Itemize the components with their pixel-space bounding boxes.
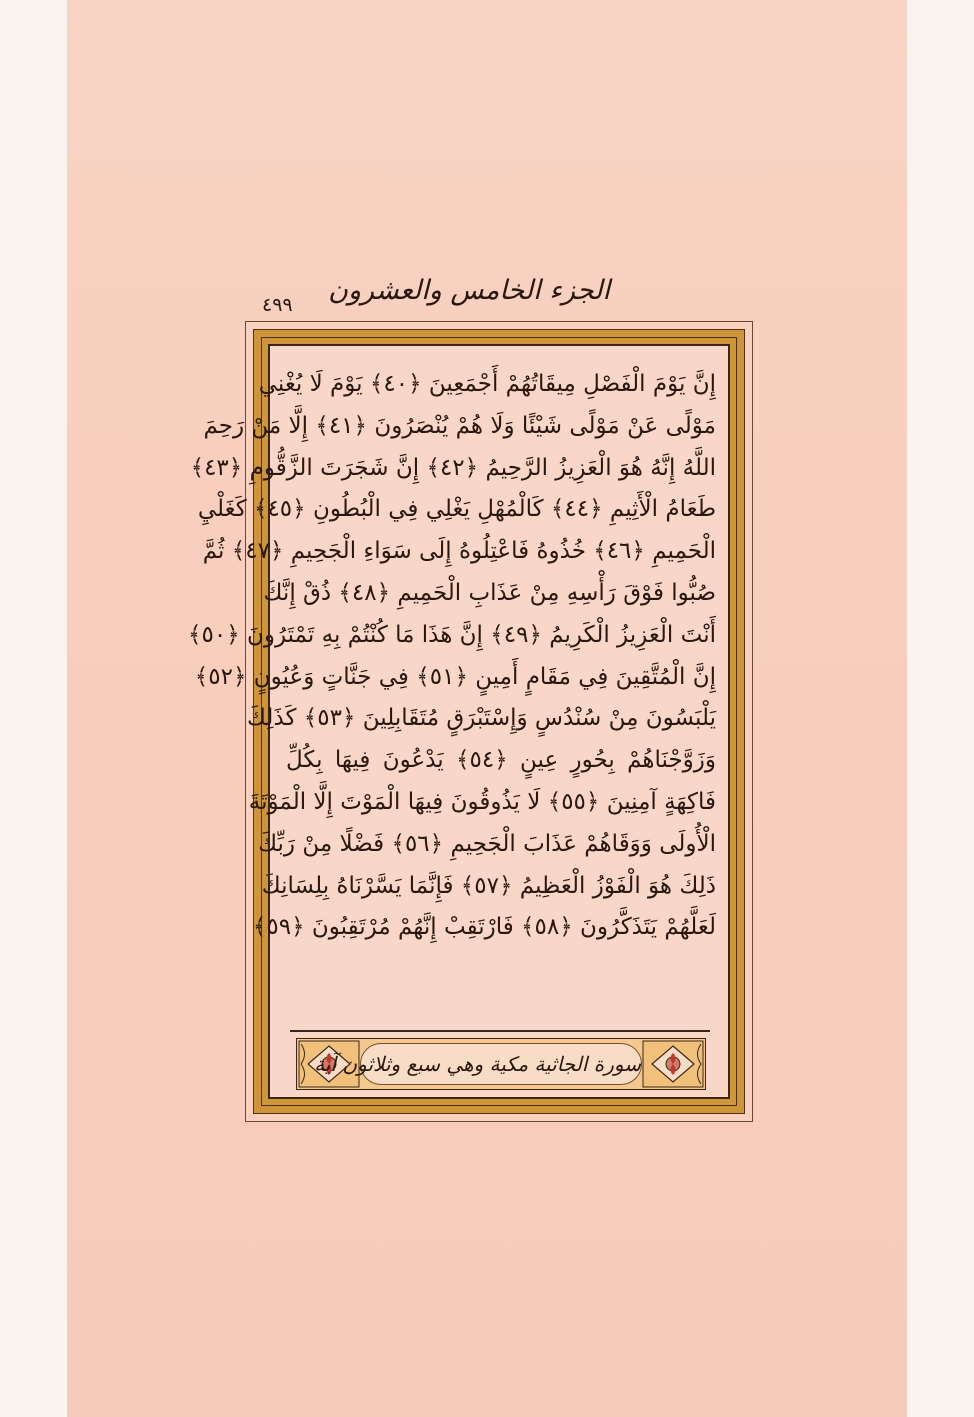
verse-line: إِنَّ يَوْمَ الْفَصْلِ مِيقَاتُهُمْ أَجْمَعِينَ ﴿٤٠﴾ يَوْمَ لَا يُغْنِي [258,371,716,397]
verse-line: أَنْتَ الْعَزِيزُ الْكَرِيمُ ﴿٤٩﴾ إِنَّ هَذَا مَا كُنْتُمْ بِهِ تَمْتَرُونَ ﴿٥٠﴾ [187,621,716,648]
verse-line: طَعَامُ الْأَثِيمِ ﴿٤٤﴾ كَالْمُهْلِ يَغْلِي فِي الْبُطُونِ ﴿٤٥﴾ كَغَلْيِ [197,496,716,523]
floral-ornament-icon [642,1040,704,1088]
verse-line: الْحَمِيمِ ﴿٤٦﴾ خُذُوهُ فَاعْتِلُوهُ إِلَى سَوَاءِ الْجَحِيمِ ﴿٤٧﴾ ثُمَّ [202,538,716,565]
verse-line: صُبُّوا فَوْقَ رَأْسِهِ مِنْ عَذَابِ الْحَمِيمِ ﴿٤٨﴾ ذُقْ إِنَّكَ [263,579,716,606]
verse-line: فَاكِهَةٍ آمِنِينَ ﴿٥٥﴾ لَا يَذُوقُونَ فِيهَا الْمَوْتَ إِلَّا الْمَوْتَةَ [248,788,716,815]
page-margin-right [907,0,974,1417]
verse-line: مَوْلًى عَنْ مَوْلًى شَيْئًا وَلَا هُمْ يُنْصَرُونَ ﴿٤١﴾ إِلَّا مَنْ رَحِمَ [203,412,716,439]
verse-text-block [187,364,716,1034]
verse-line: ذَلِكَ هُوَ الْفَوْزُ الْعَظِيمُ ﴿٥٧﴾ فَإِنَّمَا يَسَّرْنَاهُ بِلِسَانِكَ [261,872,716,899]
verse-line: لَعَلَّهُمْ يَتَذَكَّرُونَ ﴿٥٨﴾ فَارْتَقِبْ إِنَّهُمْ مُرْتَقِبُونَ ﴿٥٩﴾ [252,914,716,941]
juz-header-title: الجزء الخامس والعشرون [328,275,610,306]
verse-line: وَزَوَّجْنَاهُمْ بِحُورٍ عِينٍ ﴿٥٤﴾ يَدْعُونَ فِيهَا بِكُلِّ [286,747,716,774]
page-number: ٤٩٩ [262,294,293,316]
page-margin-left [0,0,67,1417]
text-banner-divider [290,1030,710,1032]
verse-line: يَلْبَسُونَ مِنْ سُنْدُسٍ وَإِسْتَبْرَقٍ مُتَقَابِلِينَ ﴿٥٣﴾ كَذَلِكَ [247,705,716,732]
verse-line: إِنَّ الْمُتَّقِينَ فِي مَقَامٍ أَمِينٍ ﴿٥١﴾ فِي جَنَّاتٍ وَعُيُونٍ ﴿٥٢﴾ [194,663,716,690]
verse-line: الْأُولَى وَوَقَاهُمْ عَذَابَ الْجَحِيمِ ﴿٥٦﴾ فَضْلًا مِنْ رَبِّكَ [258,830,716,857]
surah-title: سورة الجاثية مكية وهي سبع وثلاثون آية [360,1043,642,1085]
verse-line: اللَّهُ إِنَّهُ هُوَ الْعَزِيزُ الرَّحِيمُ ﴿٤٢﴾ إِنَّ شَجَرَتَ الزَّقُّومِ ﴿٤٣﴾ [190,454,716,481]
